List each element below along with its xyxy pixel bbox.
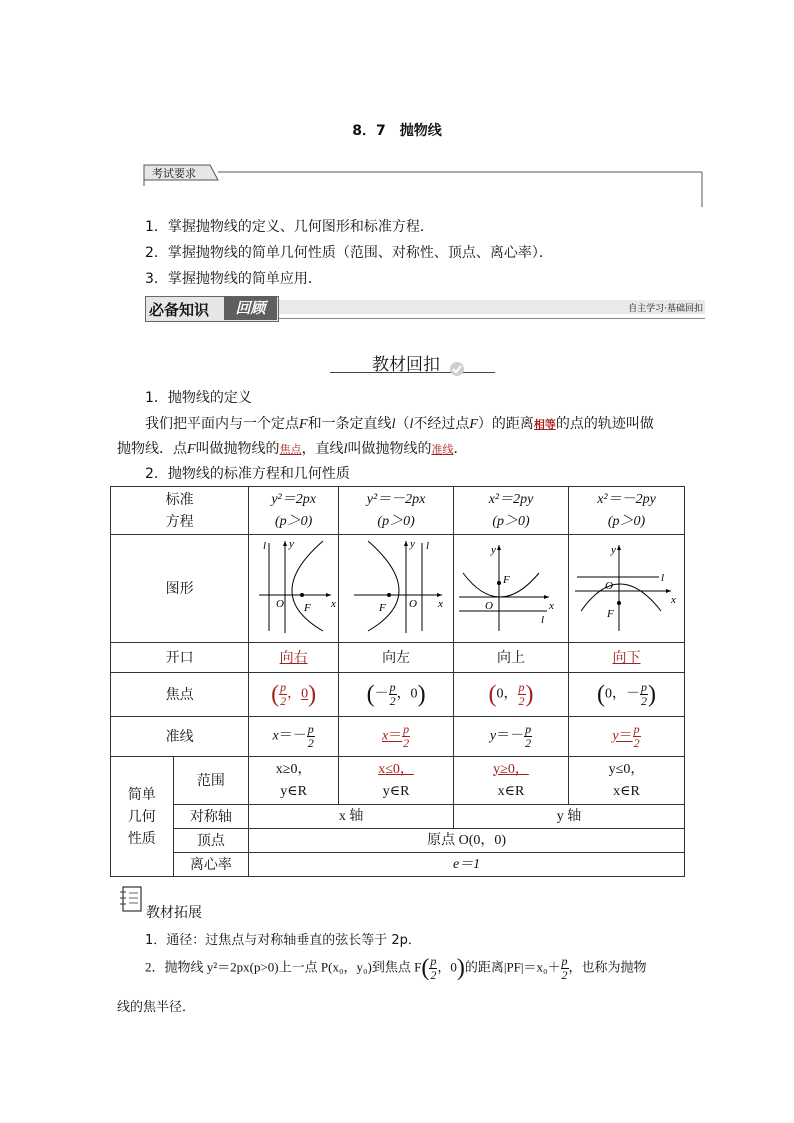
section-header — [330, 348, 495, 378]
table-cell: y 轴 — [454, 805, 685, 829]
table-cell: y＝－ $\frac{p}{2}$ — [454, 717, 569, 757]
list-item: 3．掌握抛物线的简单应用． — [145, 271, 322, 287]
svg-text:x: x — [670, 594, 676, 606]
table-cell: x＝ $\frac{p}{2}$ — [339, 717, 454, 757]
exam-requirement-list — [145, 214, 553, 292]
exam-requirement-label: 考试要求 — [152, 167, 196, 180]
svg-text:O: O — [604, 580, 613, 592]
svg-text:O: O — [275, 598, 284, 610]
svg-text:O: O — [485, 600, 493, 612]
table-row — [111, 853, 685, 877]
table-cell: x²＝－2py (p＞0) — [569, 487, 685, 535]
table-cell: y²＝2px (p＞0) — [249, 487, 339, 535]
fill-answer: 焦点 — [279, 443, 302, 456]
svg-text:l: l — [426, 540, 430, 552]
knowledge-banner — [145, 296, 705, 322]
table-cell: x²＝2py (p＞0) — [454, 487, 569, 535]
table-header: 顶点 — [173, 829, 249, 853]
svg-text:y: y — [610, 544, 616, 556]
svg-text:x: x — [549, 600, 554, 612]
parabola-table — [110, 486, 685, 877]
extension-item: 线的焦半径． — [117, 1000, 196, 1015]
extension-label: 教材拓展 — [146, 905, 202, 921]
table-row — [111, 757, 685, 805]
table-header: 图形 — [111, 535, 249, 643]
table-header: 焦点 — [111, 673, 249, 717]
definition-heading: 1．抛物线的定义 — [145, 390, 252, 406]
parabola-down-graph — [571, 535, 683, 635]
table-cell — [454, 535, 569, 643]
table-cell: (0， $\frac{p}{2}$ ) — [454, 673, 569, 717]
table-cell — [339, 535, 454, 643]
table-row — [111, 487, 685, 535]
table-cell: x 轴 — [249, 805, 454, 829]
notebook-icon — [118, 884, 144, 918]
table-cell: 向右 — [249, 643, 339, 673]
parabola-right-graph — [251, 535, 337, 635]
table-row — [111, 829, 685, 853]
list-item: 1．掌握抛物线的定义、几何图形和标准方程． — [145, 219, 434, 235]
table-row — [111, 805, 685, 829]
svg-text:y: y — [288, 538, 294, 550]
table-cell: 向上 — [454, 643, 569, 673]
table-row — [111, 673, 685, 717]
extension-item: 1．通径：过焦点与对称轴垂直的弦长等于 2p． — [145, 933, 421, 948]
extension-item: 2．抛物线 y²＝2px(p>0)上一点 P(x₀，y₀)到焦点 F( $\frac{p}{2}$ ，0)的距离|PF|＝x₀＋ $\frac{p}{2}$ ，也称为抛物 — [145, 954, 647, 982]
table-cell: y²＝－2px (p＞0) — [339, 487, 454, 535]
svg-text:l: l — [660, 572, 664, 584]
banner-label: 必备知识 — [149, 301, 210, 319]
table-header: 范围 — [173, 757, 249, 805]
table-cell: y＝ $\frac{p}{2}$ — [569, 717, 685, 757]
table-cell: 向左 — [339, 643, 454, 673]
table-header: 离心率 — [173, 853, 249, 877]
svg-text:y: y — [491, 544, 496, 556]
svg-text:x: x — [330, 598, 336, 610]
standard-heading: 2．抛物线的标准方程和几何性质 — [145, 466, 350, 482]
svg-text:F: F — [379, 602, 386, 614]
table-cell: (－ $\frac{p}{2}$ ，0) — [339, 673, 454, 717]
table-header: 标准 方程 — [111, 487, 249, 535]
section-title: 教材回扣 — [372, 355, 440, 375]
svg-text:O: O — [409, 598, 418, 610]
table-cell: x≤0， y∈R — [339, 757, 454, 805]
table-cell: y≤0， x∈R — [569, 757, 685, 805]
table-cell: (0，－ $\frac{p}{2}$ ) — [569, 673, 685, 717]
banner-subtitle: 自主学习·基础回扣 — [628, 304, 703, 314]
page-title: 8．7 抛物线 — [352, 123, 442, 139]
parabola-left-graph — [346, 535, 446, 635]
banner-label-highlight: 回顾 — [224, 296, 277, 320]
table-row — [111, 643, 685, 673]
table-header: 对称轴 — [173, 805, 249, 829]
svg-text:F: F — [503, 574, 510, 586]
svg-text:l: l — [262, 540, 266, 552]
table-row — [111, 717, 685, 757]
check-icon — [450, 362, 464, 376]
svg-text:F: F — [303, 602, 311, 614]
table-header: 开口 — [111, 643, 249, 673]
table-header: 简单 几何 性质 — [111, 757, 174, 877]
table-cell: ( $\frac{p}{2}$ ，0) — [249, 673, 339, 717]
definition-line2: 抛物线．点F叫做抛物线的焦点，直线l叫做抛物线的准线． — [117, 441, 468, 457]
exam-requirement-frame — [140, 162, 710, 212]
table-cell: x≥0， y∈R — [249, 757, 339, 805]
table-cell: x＝－ $\frac{p}{2}$ — [249, 717, 339, 757]
table-cell: e＝1 — [249, 853, 685, 877]
table-cell — [569, 535, 685, 643]
svg-text:x: x — [438, 598, 443, 610]
svg-text:y: y — [410, 538, 415, 550]
table-cell: 向下 — [569, 643, 685, 673]
table-cell: y≥0， x∈R — [454, 757, 569, 805]
fill-answer: 准线 — [431, 443, 454, 456]
parabola-up-graph — [455, 535, 567, 635]
svg-text:l: l — [541, 614, 545, 626]
svg-text:F: F — [606, 608, 614, 620]
table-cell — [249, 535, 339, 643]
fill-answer: 相等 — [533, 418, 556, 431]
definition-line1: 我们把平面内与一个定点F和一条定直线l（l不经过点F）的距离相等的点的轨迹叫做 — [145, 416, 654, 432]
table-row — [111, 535, 685, 643]
list-item: 2．掌握抛物线的简单几何性质（范围、对称性、顶点、离心率）． — [145, 245, 553, 261]
table-cell: 原点 O(0，0) — [249, 829, 685, 853]
table-header: 准线 — [111, 717, 249, 757]
